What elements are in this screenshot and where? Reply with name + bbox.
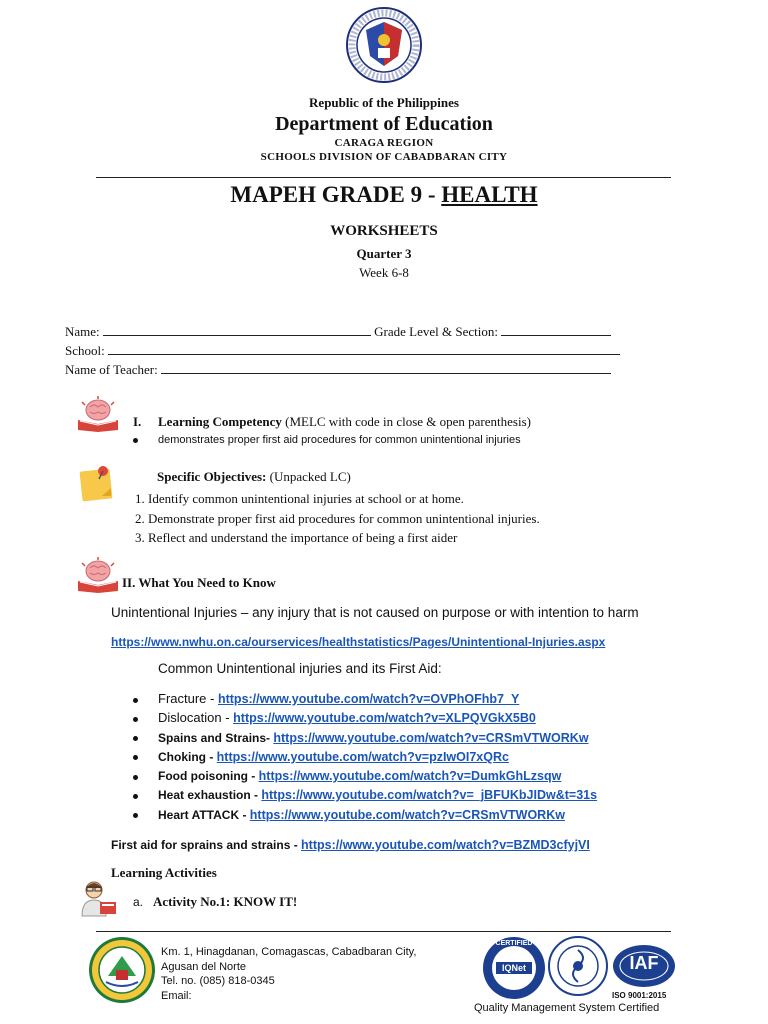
activities-heading: Learning Activities	[111, 865, 217, 880]
name-label: Name:	[65, 324, 100, 339]
bullet-dot	[133, 717, 138, 722]
first-aid-items	[133, 689, 597, 824]
brain-book-icon	[76, 557, 120, 593]
objective-item: 2. Demonstrate proper first aid procedures for common unintentional injuries.	[135, 510, 540, 526]
section1-title: Learning Competency	[158, 414, 282, 429]
school-label: School:	[65, 343, 105, 358]
division-line: SCHOOLS DIVISION OF CABADBARAN CITY	[260, 151, 508, 163]
video-link[interactable]: https://www.youtube.com/watch?v=CRSmVTWORKw	[273, 730, 589, 745]
injury-label: Heat exhaustion -	[158, 788, 262, 803]
republic-line: Republic of the Philippines	[309, 95, 459, 110]
sprains-label: First aid for sprains and strains -	[111, 838, 302, 852]
school-field[interactable]	[108, 342, 620, 355]
teacher-label: Name of Teacher:	[65, 362, 158, 377]
first-aid-item	[133, 747, 597, 766]
bullet-dot	[133, 794, 138, 799]
bullet-dot	[133, 736, 138, 741]
week-label: Week 6-8	[359, 265, 409, 280]
video-link[interactable]: https://www.youtube.com/watch?v=OVPhOFhb7_Y	[217, 692, 520, 706]
brain-book-icon	[76, 396, 120, 432]
qms-label: Quality Management System Certified	[474, 1002, 660, 1014]
teacher-field[interactable]	[161, 361, 611, 374]
bullet-dot	[133, 775, 138, 780]
bullet-dot	[133, 438, 138, 443]
source-link[interactable]: https://www.nwhu.on.ca/ourservices/healthstatistics/Pages/Unintentional-Injuries.aspx	[111, 635, 606, 649]
first-aid-item	[133, 785, 597, 804]
objective-item: 1. Identify common unintentional injuries at school or at home.	[135, 491, 464, 506]
video-link[interactable]: https://www.youtube.com/watch?v=DumkGhLzsqw	[258, 769, 562, 784]
department-title: Department of Education	[275, 113, 493, 135]
region-line: CARAGA REGION	[334, 137, 434, 149]
video-link[interactable]: https://www.youtube.com/watch?v=pzIwOI7xQRc	[216, 749, 509, 764]
deped-seal	[345, 6, 423, 84]
definition-text: any injury that is not caused on purpose or with intention to harm	[252, 605, 639, 620]
sticky-note-icon	[78, 464, 116, 502]
activity-row	[133, 893, 297, 911]
objectives-title: Specific Objectives:	[157, 469, 267, 484]
objectives-heading	[157, 469, 351, 485]
address-line: Agusan del Norte	[161, 960, 246, 973]
video-link[interactable]: https://www.youtube.com/watch?v=_jBFUKbJIDw&t=31s	[261, 788, 598, 803]
sprains-link[interactable]: https://www.youtube.com/watch?v=BZMD3cfyjVI	[301, 838, 590, 852]
definition-term: Unintentional Injuries –	[111, 605, 253, 620]
injury-label: Food poisoning -	[158, 769, 259, 784]
objectives-list	[135, 489, 540, 548]
name-row	[65, 323, 611, 340]
activity-letter: a.	[133, 895, 144, 909]
title-subject: HEALTH	[441, 182, 538, 207]
teacher-icon	[78, 880, 118, 918]
first-aid-item	[133, 689, 597, 708]
objective-item: 3. Reflect and understand the importance of being a first aider	[135, 530, 458, 545]
first-aid-item	[133, 728, 597, 747]
competency-text: demonstrates proper first aid procedures for common unintentional injuries	[158, 434, 521, 446]
injury-label: Dislocation -	[158, 710, 234, 726]
section1-numeral: I.	[133, 414, 142, 429]
telephone: Tel. no. (085) 818-0345	[161, 975, 275, 987]
address-line: Km. 1, Hinagdanan, Comagascas, Cabadbaran City,	[161, 946, 417, 958]
common-heading: Common Unintentional injuries and its First Aid:	[158, 661, 442, 676]
worksheets-label: WORKSHEETS	[330, 223, 438, 239]
quarter-label: Quarter 3	[356, 246, 412, 261]
definition	[111, 605, 639, 620]
grade-label: Grade Level & Section:	[374, 324, 498, 339]
bullet-dot	[133, 813, 138, 818]
worksheet-title	[0, 182, 768, 208]
sprains-row	[111, 836, 590, 854]
title-prefix: MAPEH GRADE 9 -	[230, 182, 442, 207]
bullet-dot	[133, 698, 138, 703]
footer-divider	[96, 931, 671, 932]
video-link[interactable]: https://www.youtube.com/watch?v=CRSmVTWORKw	[249, 807, 565, 822]
registrar-seal	[548, 936, 608, 996]
video-link[interactable]: https://www.youtube.com/watch?v=XLPQVGkX5B0	[233, 711, 536, 726]
injury-label: Spains and Strains-	[158, 730, 274, 745]
first-aid-item	[133, 708, 597, 727]
first-aid-list	[133, 689, 597, 824]
injury-label: Choking -	[158, 749, 217, 764]
bullet-dot	[133, 755, 138, 760]
teacher-row	[65, 361, 611, 378]
injury-label: Heart ATTACK -	[158, 807, 250, 822]
section1-note: (MELC with code in close & open parenthesis)	[281, 414, 531, 429]
footer-address	[161, 945, 416, 1003]
activity-title: Activity No.1: KNOW IT!	[153, 894, 298, 909]
competency-bullet	[133, 434, 521, 446]
first-aid-item	[133, 805, 597, 824]
injury-label: Fracture -	[158, 691, 218, 706]
iaf-logo	[612, 944, 676, 988]
school-row	[65, 342, 620, 359]
name-field[interactable]	[103, 323, 371, 336]
iqnet-label: IQNet	[501, 963, 526, 973]
division-logo	[88, 936, 156, 1004]
iqnet-cert-logo	[482, 936, 546, 1000]
header-divider	[96, 177, 671, 178]
objectives-note: (Unpacked LC)	[266, 469, 351, 484]
grade-field[interactable]	[501, 323, 611, 336]
first-aid-item	[133, 766, 597, 785]
iso-label: ISO 9001:2015	[612, 991, 667, 1000]
section2-heading: II. What You Need to Know	[122, 575, 276, 590]
iaf-label: IAF	[629, 953, 659, 973]
cert-label: CERTIFIED	[495, 940, 533, 947]
section1-heading	[133, 414, 531, 430]
source-link-row	[111, 633, 605, 651]
email-label: Email:	[161, 989, 192, 1002]
